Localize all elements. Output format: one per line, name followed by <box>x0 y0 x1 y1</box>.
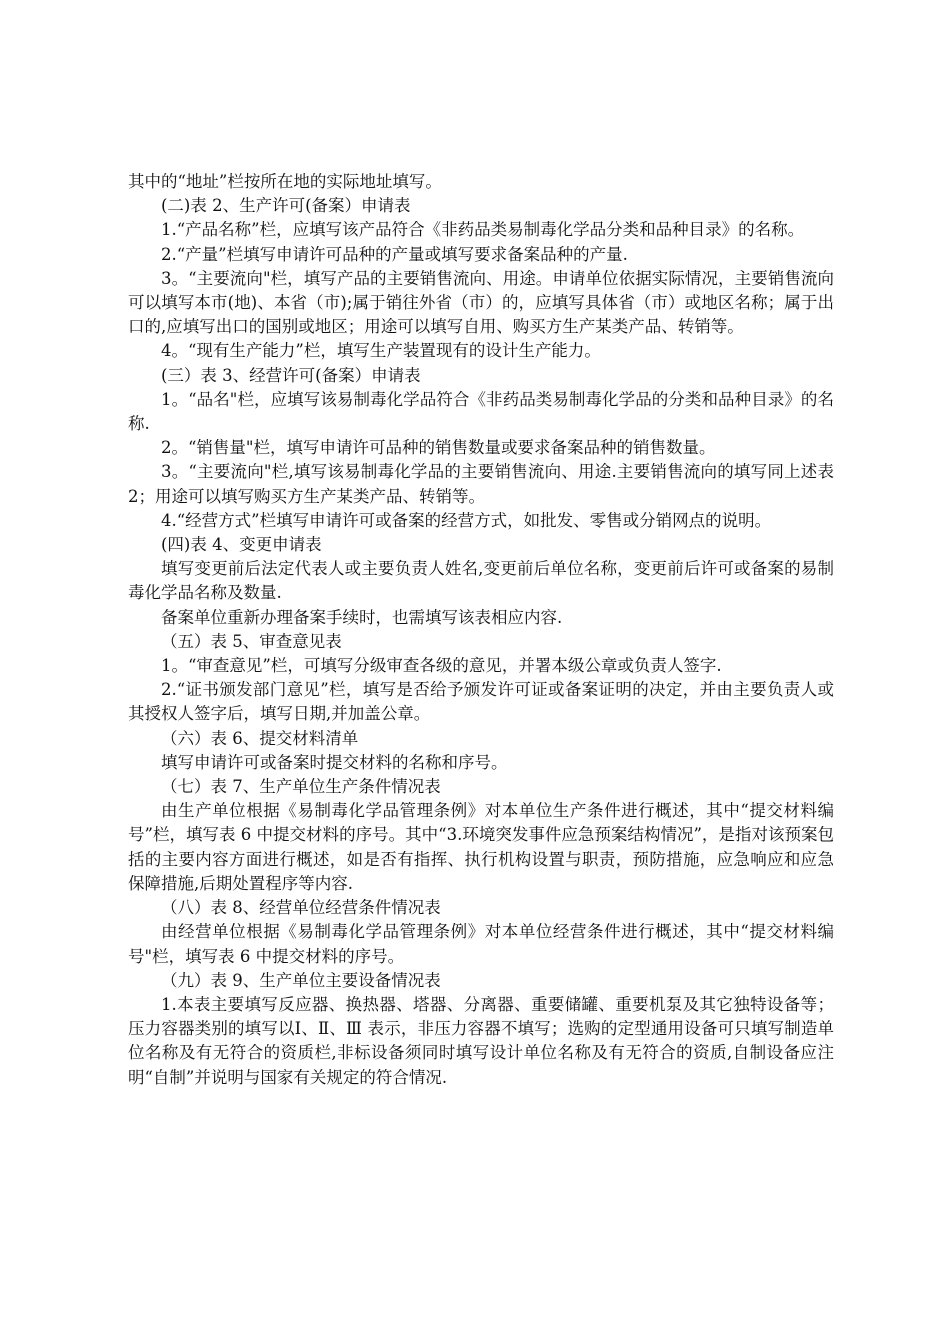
section-heading: （八）表 8、经营单位经营条件情况表 <box>161 898 441 918</box>
document-page <box>128 170 834 1090</box>
section-heading: （九）表 9、生产单位主要设备情况表 <box>161 970 441 990</box>
paragraph: 2。“销售量"栏，填写申请许可品种的销售数量或要求备案品种的销售数量。 <box>161 438 716 458</box>
section-heading: (三）表 3、经营许可(备案）申请表 <box>161 365 421 385</box>
paragraph: 其中的“地址”栏按所在地的实际地址填写。 <box>128 172 442 191</box>
paragraph: 填写申请许可或备案时提交材料的名称和序号。 <box>161 752 508 772</box>
paragraph: 2.“证书颁发部门意见”栏，填写是否给予颁发许可证或备案证明的决定，并由主要负责人或其授权人签字后，填写日期,并加盖公章。 <box>128 680 834 724</box>
paragraph: 1.本表主要填写反应器、换热器、塔器、分离器、重要储罐、重要机泵及其它独特设备等；压力容器类别的填写以Ⅰ、Ⅱ、Ⅲ 表示，非压力容器不填写；选购的定型通用设备可只填写制造单位名称及有无符合的资质栏,非标设备须同时填写设计单位名称及有无符合的资质,自制设备应注明“自制”并说明与国家有关规定的符合情况. <box>128 994 834 1087</box>
section-heading: (二)表 2、生产许可(备案）申请表 <box>161 196 411 216</box>
paragraph: 备案单位重新办理备案手续时，也需填写该表相应内容. <box>161 607 563 627</box>
paragraph: 填写变更前后法定代表人或主要负责人姓名,变更前后单位名称，变更前后许可或备案的易制毒化学品名称及数量. <box>128 559 834 603</box>
paragraph: 4.“经营方式”栏填写申请许可或备案的经营方式，如批发、零售或分销网点的说明。 <box>161 510 772 530</box>
paragraph: 由生产单位根据《易制毒化学品管理条例》对本单位生产条件进行概述，其中“提交材料编号”栏，填写表 6 中提交材料的序号。其中“3.环境突发事件应急预案结构情况”，是指对该预案包括的主要内容方面进行概述，如是否有指挥、执行机构设置与职责，预防措施，应急响应和应急保障措施,后期处置程序等内容. <box>128 801 834 893</box>
paragraph: 1。“品名"栏，应填写该易制毒化学品符合《非药品类易制毒化学品的分类和品种目录》的名称. <box>128 389 834 434</box>
section-heading: （六）表 6、提交材料清单 <box>161 728 359 748</box>
section-heading: (四)表 4、变更申请表 <box>161 535 322 555</box>
paragraph: 3。“主要流向"栏,填写该易制毒化学品的主要销售流向、用途.主要销售流向的填写同上述表 2；用途可以填写购买方生产某类产品、转销等。 <box>128 462 834 506</box>
paragraph: 2.“产量”栏填写申请许可品种的产量或填写要求备案品种的产量. <box>161 244 628 264</box>
paragraph: 3。“主要流向"栏，填写产品的主要销售流向、用途。申请单位依据实际情况，主要销售流向可以填写本市(地)、本省（市);属于销往外省（市）的，应填写具体省（市）或地区名称；属于出口的,应填写出口的国别或地区；用途可以填写自用、购买方生产某类产品、转销等。 <box>128 268 834 337</box>
paragraph: 由经营单位根据《易制毒化学品管理条例》对本单位经营条件进行概述，其中“提交材料编号"栏，填写表 6 中提交材料的序号。 <box>128 922 834 966</box>
section-heading: （七）表 7、生产单位生产条件情况表 <box>161 777 441 797</box>
section-heading: （五）表 5、审查意见表 <box>161 631 342 651</box>
paragraph: 1.“产品名称”栏，应填写该产品符合《非药品类易制毒化学品分类和品种目录》的名称。 <box>161 220 805 240</box>
paragraph: 1。“审查意见”栏，可填写分级审查各级的意见，并署本级公章或负责人签字. <box>161 656 722 676</box>
paragraph: 4。“现有生产能力”栏，填写生产装置现有的设计生产能力。 <box>161 341 601 361</box>
